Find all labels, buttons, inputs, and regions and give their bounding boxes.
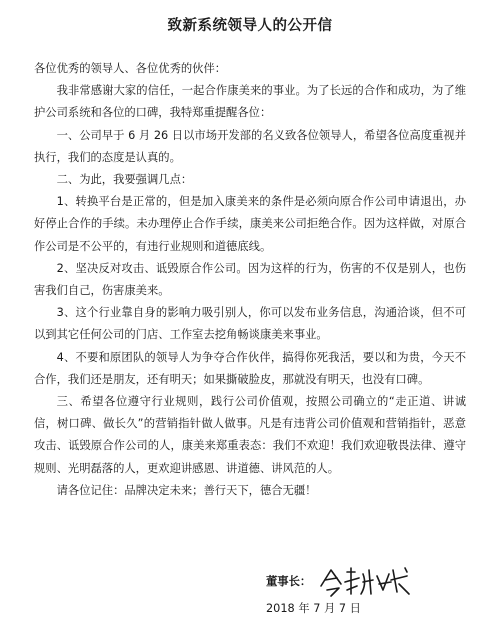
signature-block (258, 566, 428, 616)
paragraph: 三、希望各位遵守行业规则，践行公司价值观，按照公司确立的“走正道、讲诚信，树口碑、做长久”的营销指针做人做事。凡是有违背公司价值观和营销指针，恶意攻击、诋毁原合作公司的人，康美来郑重表态：我们不欢迎！我们欢迎敬畏法律、遵守规则、光明磊落的人，更欢迎讲感恩、讲道德、讲风范的人。 (34, 395, 466, 475)
letter-body (34, 58, 466, 502)
paragraph: 一、公司早于 6 月 26 日以市场开发部的名义致各位领导人，希望各位高度重视并执行，我们的态度是认真的。 (34, 128, 466, 164)
paragraph: 4、不要和原团队的领导人为争夺合作伙伴，搞得你死我活，要以和为贵，今天不合作，我们还是朋友，还有明天；如果撕破脸皮，那就没有明天，也没有口碑。 (34, 350, 466, 386)
letter-title: 致新系统领导人的公开信 (167, 18, 333, 34)
paragraph: 1、转换平台是正常的，但是加入康美来的条件是必须向原合作公司申请退出，办好停止合作的手续。未办理停止合作手续，康美来公司拒绝合作。因为这样做，对原合作公司是不公平的，有违行业规则和道德底线。 (34, 195, 466, 253)
paragraph: 二、为此，我要强调几点： (56, 173, 193, 187)
paragraph: 请各位记住：品牌决定未来；善行天下，德合无疆！ (56, 483, 317, 497)
paragraph: 2、坚决反对攻击、诋毁原合作公司。因为这样的行为，伤害的不仅是别人，也伤害我们自己，伤害康美来。 (34, 261, 466, 298)
handwritten-signature-image (317, 564, 412, 598)
greeting: 各位优秀的领导人、各位优秀的伙伴： (34, 62, 227, 75)
paragraph: 3、这个行业靠自身的影响力吸引别人，你可以发布业务信息，沟通洽谈，但不可以到其它任何公司的门店、工作室去挖角畅谈康美来事业。 (34, 306, 466, 342)
letter-date: 2018 年 7 月 7 日 (266, 602, 361, 615)
signature-label: 董事长： (266, 575, 312, 588)
paragraph: 我非常感谢大家的信任，一起合作康美来的事业。为了长远的合作和成功，为了维护公司系统和各位的口碑，我特郑重提醒各位： (34, 84, 466, 120)
